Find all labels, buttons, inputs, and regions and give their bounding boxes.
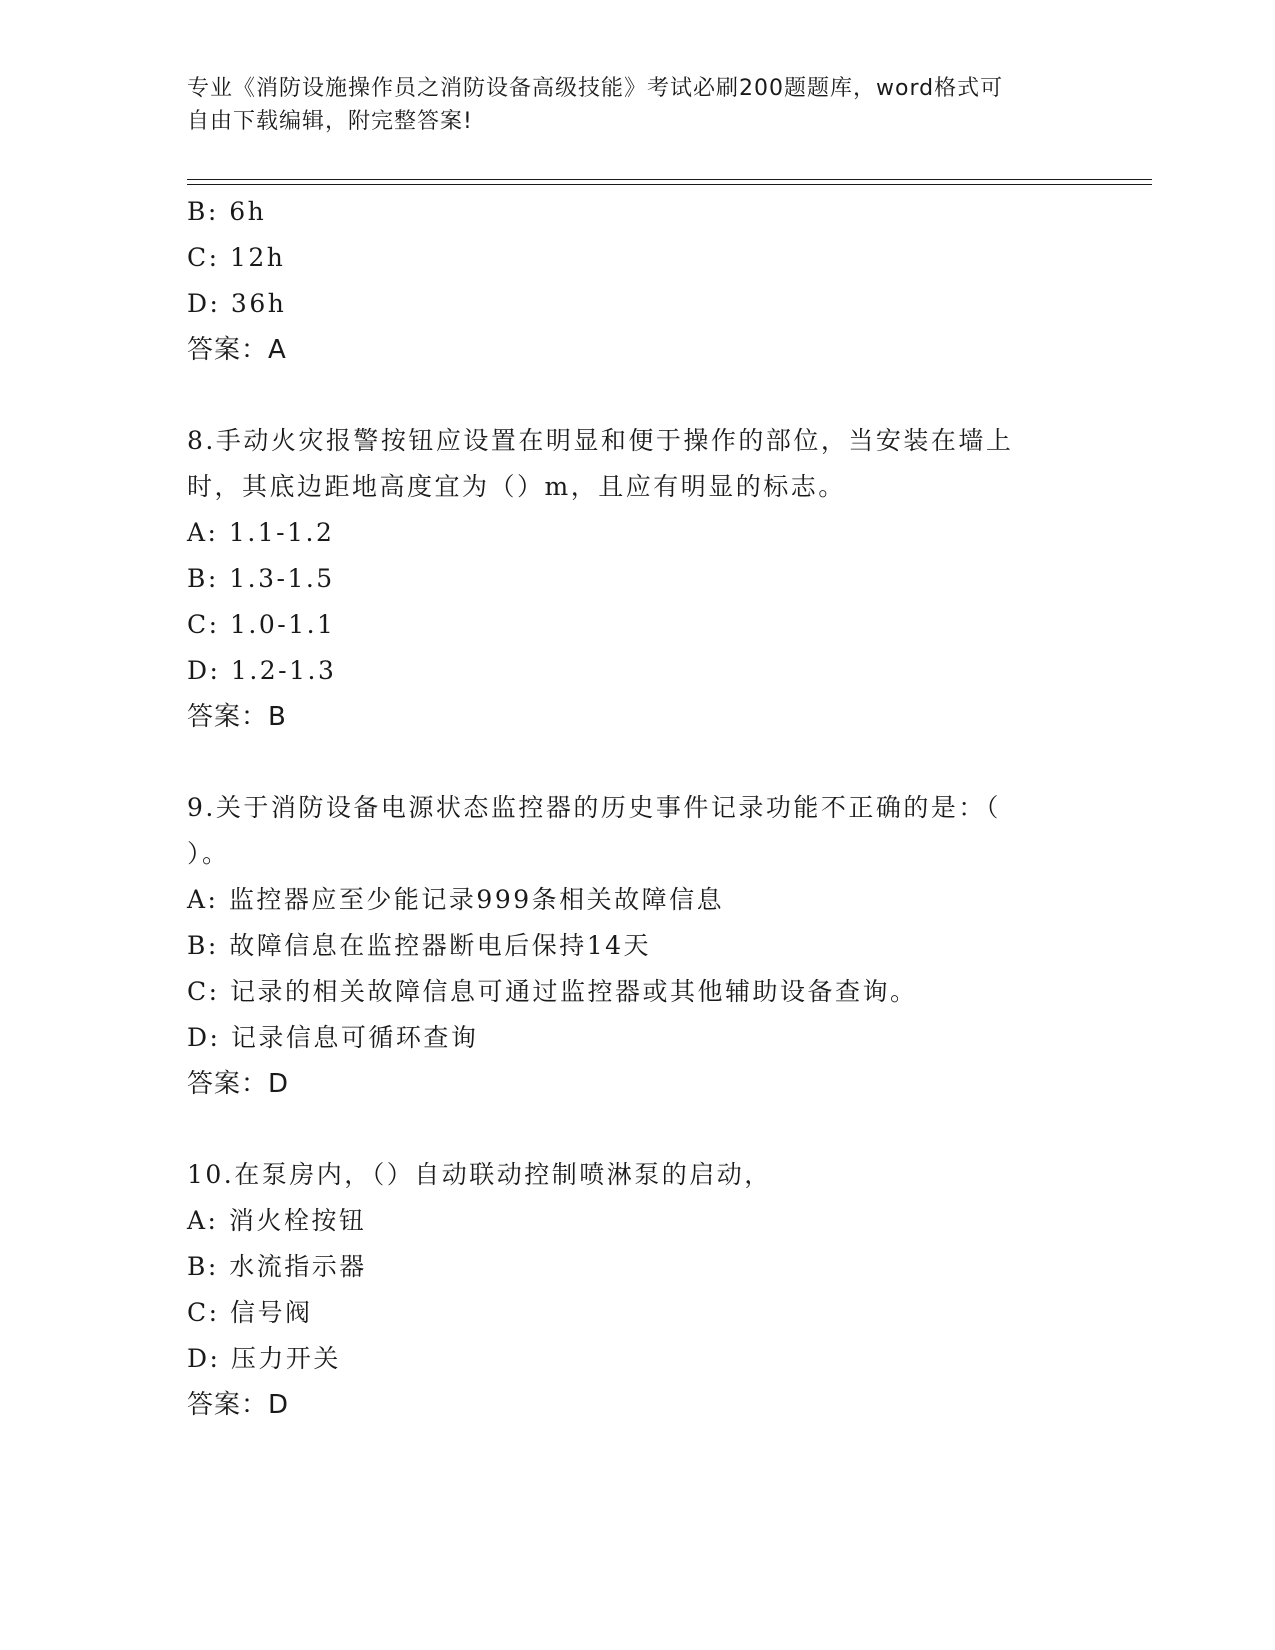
answer-line: 答案：B [187, 702, 287, 732]
option-b: B: 水流指示器 [187, 1252, 367, 1281]
option-a: A: 1.1-1.2 [187, 518, 335, 547]
question-list [187, 189, 1067, 1428]
question-text-line: 9.关于消防设备电源状态监控器的历史事件记录功能不正确的是：（ [187, 793, 1001, 822]
option-a: A: 消火栓按钮 [187, 1206, 367, 1235]
option-d: D: 记录信息可循环查询 [187, 1023, 479, 1052]
answer-line: 答案：D [187, 1390, 290, 1420]
header-line-2: 自由下载编辑，附完整答案! [187, 109, 473, 134]
option-b: B: 6h [187, 197, 267, 226]
option-d: D: 36h [187, 289, 287, 318]
option-d: D: 压力开关 [187, 1344, 341, 1373]
answer-line: 答案：D [187, 1069, 290, 1099]
document-header [187, 72, 1067, 138]
option-a: A: 监控器应至少能记录999条相关故障信息 [187, 885, 725, 914]
question-text-line: ）。 [187, 839, 230, 868]
question-7-continued [187, 189, 1067, 373]
question-10 [187, 1152, 1067, 1428]
header-divider-top [187, 179, 1152, 180]
option-c: C: 记录的相关故障信息可通过监控器或其他辅助设备查询。 [187, 977, 918, 1006]
question-text-line: 10.在泵房内，（）自动联动控制喷淋泵的启动， [187, 1160, 772, 1189]
option-c: C: 12h [187, 243, 286, 272]
question-text-line: 8.手动火灾报警按钮应设置在明显和便于操作的部位，当安装在墙上 [187, 426, 1014, 455]
question-8 [187, 418, 1067, 740]
question-9 [187, 785, 1067, 1107]
question-text-line: 时，其底边距地高度宜为（）m，且应有明显的标志。 [187, 472, 846, 501]
option-c: C: 信号阀 [187, 1298, 313, 1327]
answer-line: 答案：A [187, 335, 287, 365]
header-line-1: 专业《消防设施操作员之消防设备高级技能》考试必刷200题题库，word格式可 [187, 76, 1004, 101]
option-d: D: 1.2-1.3 [187, 656, 337, 685]
option-b: B: 故障信息在监控器断电后保持14天 [187, 931, 652, 960]
option-b: B: 1.3-1.5 [187, 564, 335, 593]
header-divider-bottom [187, 184, 1152, 185]
option-c: C: 1.0-1.1 [187, 610, 336, 639]
